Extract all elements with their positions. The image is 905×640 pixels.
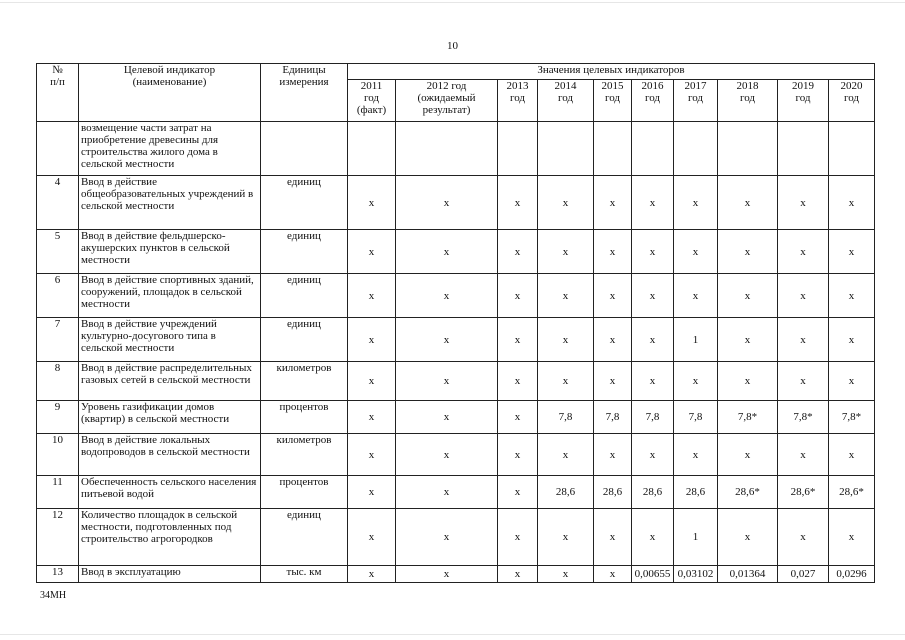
indicator-name: Ввод в эксплуатацию — [79, 566, 261, 583]
indicator-value: х — [674, 434, 718, 476]
header-year-9: 2020 год — [829, 80, 875, 122]
indicator-value: х — [829, 509, 875, 566]
indicator-value — [778, 122, 829, 176]
indicator-value: х — [348, 362, 396, 401]
table-row — [37, 176, 875, 230]
indicator-unit: единиц — [261, 274, 348, 318]
header-units: Единицы измерения — [261, 64, 348, 122]
indicator-value: х — [594, 362, 632, 401]
indicator-unit: процентов — [261, 476, 348, 509]
indicator-value: х — [594, 509, 632, 566]
indicator-value: х — [718, 509, 778, 566]
header-year-5: 2016 год — [632, 80, 674, 122]
row-number: 10 — [37, 434, 79, 476]
row-number: 6 — [37, 274, 79, 318]
indicator-value: х — [594, 274, 632, 318]
indicator-value: х — [538, 318, 594, 362]
indicator-value: х — [594, 566, 632, 583]
indicator-value: х — [348, 230, 396, 274]
table-row — [37, 230, 875, 274]
indicator-value: х — [538, 230, 594, 274]
indicator-value: х — [674, 176, 718, 230]
table-row — [37, 476, 875, 509]
indicator-value: 7,8 — [674, 401, 718, 434]
indicator-value: 28,6 — [632, 476, 674, 509]
indicator-value: х — [594, 434, 632, 476]
indicator-value: х — [396, 566, 498, 583]
indicator-unit: процентов — [261, 401, 348, 434]
indicator-value: х — [829, 176, 875, 230]
indicator-value: 28,6* — [829, 476, 875, 509]
indicator-value: х — [674, 362, 718, 401]
indicator-value: х — [348, 509, 396, 566]
indicator-name: Ввод в действие спортивных зданий, сооружений, площадок в сельской местности — [79, 274, 261, 318]
indicator-name: Ввод в действие общеобразовательных учреждений в сельской местности — [79, 176, 261, 230]
indicator-value: х — [718, 176, 778, 230]
indicator-value: х — [778, 230, 829, 274]
indicator-value: х — [498, 176, 538, 230]
indicator-value — [498, 122, 538, 176]
header-year-2: 2013 год — [498, 80, 538, 122]
indicator-name: Ввод в действие фельдшерско-акушерских пунктов в сельской местности — [79, 230, 261, 274]
indicator-value: 0,027 — [778, 566, 829, 583]
indicator-value: 7,8 — [632, 401, 674, 434]
indicator-value: х — [829, 434, 875, 476]
indicator-value: х — [718, 274, 778, 318]
indicator-value: х — [538, 274, 594, 318]
indicator-value: х — [498, 476, 538, 509]
indicator-value: х — [778, 318, 829, 362]
header-year-8: 2019 год — [778, 80, 829, 122]
indicator-value: х — [538, 566, 594, 583]
indicator-value: х — [498, 434, 538, 476]
table-row — [37, 122, 875, 176]
indicator-name: Количество площадок в сельской местности, подготовленных под строительство агрогородков — [79, 509, 261, 566]
indicator-value: х — [498, 362, 538, 401]
indicator-name: возмещение части затрат на приобретение древесины для строительства жилого дома в сельской местности — [79, 122, 261, 176]
indicator-value: х — [538, 176, 594, 230]
indicator-value: х — [718, 434, 778, 476]
header-year-7: 2018 год — [718, 80, 778, 122]
indicator-value: х — [348, 176, 396, 230]
indicator-name: Обеспеченность сельского населения питьевой водой — [79, 476, 261, 509]
row-number: 4 — [37, 176, 79, 230]
indicator-value: х — [396, 318, 498, 362]
indicator-unit: тыс. км — [261, 566, 348, 583]
indicator-unit — [261, 122, 348, 176]
table-row — [37, 362, 875, 401]
indicator-name: Ввод в действие учреждений культурно-досугового типа в сельской местности — [79, 318, 261, 362]
indicator-value — [674, 122, 718, 176]
indicator-unit: единиц — [261, 176, 348, 230]
indicator-value: х — [348, 318, 396, 362]
indicator-value: 0,03102 — [674, 566, 718, 583]
indicator-unit: километров — [261, 362, 348, 401]
row-number: 7 — [37, 318, 79, 362]
indicator-value: 7,8* — [718, 401, 778, 434]
indicator-value: х — [718, 230, 778, 274]
table-row — [37, 509, 875, 566]
indicator-value: 28,6* — [778, 476, 829, 509]
indicator-value: х — [632, 230, 674, 274]
indicator-unit: единиц — [261, 509, 348, 566]
indicator-value — [632, 122, 674, 176]
header-indicator: Целевой индикатор (наименование) — [79, 64, 261, 122]
indicator-value: х — [632, 176, 674, 230]
indicator-value: х — [718, 362, 778, 401]
indicator-unit: единиц — [261, 230, 348, 274]
indicator-value: х — [498, 318, 538, 362]
indicator-value: х — [396, 230, 498, 274]
row-number: 9 — [37, 401, 79, 434]
indicator-value: х — [594, 176, 632, 230]
header-num: № п/п — [37, 64, 79, 122]
indicator-value: х — [829, 362, 875, 401]
header-year-4: 2015 год — [594, 80, 632, 122]
indicator-value: х — [829, 318, 875, 362]
indicator-value: х — [396, 362, 498, 401]
indicator-value: х — [348, 566, 396, 583]
indicators-table — [36, 63, 875, 583]
indicator-value: х — [674, 274, 718, 318]
indicator-value: 7,8* — [778, 401, 829, 434]
table-row — [37, 434, 875, 476]
indicator-value — [348, 122, 396, 176]
indicator-value: 7,8 — [594, 401, 632, 434]
indicator-value: х — [778, 176, 829, 230]
row-number: 13 — [37, 566, 79, 583]
table-row — [37, 401, 875, 434]
indicator-value: х — [396, 434, 498, 476]
indicator-value: х — [778, 434, 829, 476]
indicator-value: х — [778, 274, 829, 318]
indicator-value: х — [498, 401, 538, 434]
indicator-value — [396, 122, 498, 176]
indicator-value — [538, 122, 594, 176]
indicator-value: х — [498, 566, 538, 583]
header-year-6: 2017 год — [674, 80, 718, 122]
indicator-value: 28,6* — [718, 476, 778, 509]
scan-edge-bottom — [0, 634, 905, 635]
indicator-value: х — [829, 274, 875, 318]
row-number — [37, 122, 79, 176]
indicator-value: х — [718, 318, 778, 362]
row-number: 12 — [37, 509, 79, 566]
table-row — [37, 274, 875, 318]
page-number: 10 — [447, 40, 458, 52]
indicator-value: х — [778, 509, 829, 566]
indicator-name: Ввод в действие распределительных газовых сетей в сельской местности — [79, 362, 261, 401]
indicator-value: х — [498, 230, 538, 274]
indicator-value: х — [829, 230, 875, 274]
indicator-value — [594, 122, 632, 176]
indicator-value: х — [538, 509, 594, 566]
indicator-value: 28,6 — [674, 476, 718, 509]
row-number: 8 — [37, 362, 79, 401]
indicator-unit: единиц — [261, 318, 348, 362]
indicator-value: х — [594, 318, 632, 362]
indicator-value — [718, 122, 778, 176]
indicator-value: х — [778, 362, 829, 401]
indicator-value: х — [396, 401, 498, 434]
indicator-value: х — [348, 434, 396, 476]
indicator-value: 1 — [674, 318, 718, 362]
indicator-name: Ввод в действие локальных водопроводов в сельской местности — [79, 434, 261, 476]
indicator-value: 7,8 — [538, 401, 594, 434]
header-values-group: Значения целевых индикаторов — [348, 64, 875, 80]
indicator-value: х — [348, 476, 396, 509]
indicator-value: х — [396, 509, 498, 566]
indicator-value: х — [674, 230, 718, 274]
header-year-3: 2014 год — [538, 80, 594, 122]
indicator-value: 1 — [674, 509, 718, 566]
indicator-value: х — [538, 434, 594, 476]
indicator-value: х — [538, 362, 594, 401]
indicator-value: х — [632, 274, 674, 318]
indicator-value: 28,6 — [538, 476, 594, 509]
indicator-value: х — [348, 274, 396, 318]
indicator-value: х — [498, 274, 538, 318]
indicator-unit: километров — [261, 434, 348, 476]
indicator-value: х — [396, 476, 498, 509]
row-number: 5 — [37, 230, 79, 274]
row-number: 11 — [37, 476, 79, 509]
document-code: 34МН — [40, 590, 67, 601]
indicator-value: х — [632, 362, 674, 401]
indicator-value: х — [632, 434, 674, 476]
indicator-value: х — [632, 509, 674, 566]
scan-edge-top — [0, 2, 905, 3]
indicator-value: х — [396, 274, 498, 318]
indicator-value: 0,0296 — [829, 566, 875, 583]
header-year-1: 2012 год (ожидаемый результат) — [396, 80, 498, 122]
indicator-value: х — [348, 401, 396, 434]
indicator-value: х — [632, 318, 674, 362]
indicator-value: 28,6 — [594, 476, 632, 509]
indicator-value: 0,01364 — [718, 566, 778, 583]
indicator-value: х — [498, 509, 538, 566]
indicator-value: 7,8* — [829, 401, 875, 434]
table-row — [37, 566, 875, 583]
indicator-value — [829, 122, 875, 176]
indicator-value: х — [594, 230, 632, 274]
indicator-value: 0,00655 — [632, 566, 674, 583]
indicator-value: х — [396, 176, 498, 230]
table-row — [37, 318, 875, 362]
indicator-name: Уровень газификации домов (квартир) в сельской местности — [79, 401, 261, 434]
header-year-0: 2011 год (факт) — [348, 80, 396, 122]
